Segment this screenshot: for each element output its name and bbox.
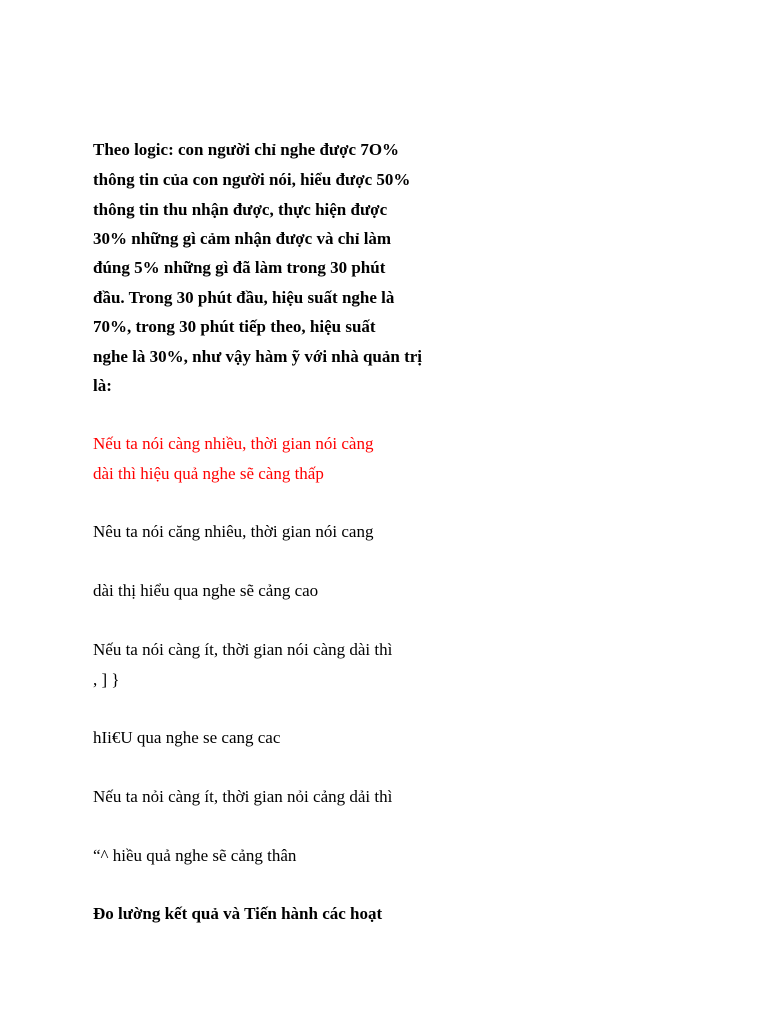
highlight-line-2: dài thì hiệu quả nghe sẽ càng thấp xyxy=(93,464,324,483)
paragraph-3-continuation: , ] } xyxy=(93,670,120,689)
intro-line-8: nghe là 30%, như vậy hàm ỹ với nhà quản trị xyxy=(93,347,422,366)
paragraph-5: Nếu ta nỏi càng ít, thời gian nỏi cảng dải thì xyxy=(93,787,393,806)
intro-line-1: Theo logic: con người chỉ nghe được 7O% xyxy=(93,140,400,159)
intro-line-7: 70%, trong 30 phút tiếp theo, hiệu suất xyxy=(93,317,376,336)
intro-line-4: 30% những gì cảm nhận được và chỉ làm xyxy=(93,229,392,248)
paragraph-6: “^ hiều quả nghe sẽ cảng thân xyxy=(93,846,297,865)
intro-line-3: thông tin thu nhận được, thực hiện được xyxy=(93,200,388,219)
paragraph-1: Nêu ta nói căng nhiêu, thời gian nói cang xyxy=(93,522,374,541)
paragraph-2: dài thị hiểu qua nghe sẽ cảng cao xyxy=(93,581,319,600)
intro-line-6: đầu. Trong 30 phút đầu, hiệu suất nghe là xyxy=(93,288,395,307)
intro-line-2: thông tin của con người nói, hiểu được 50% xyxy=(93,170,411,189)
paragraph-3: Nếu ta nói càng ít, thời gian nói càng dài thì xyxy=(93,640,393,659)
highlight-line-1: Nếu ta nói càng nhiều, thời gian nói càng xyxy=(93,434,374,453)
intro-line-5: đúng 5% những gì đã làm trong 30 phút xyxy=(93,258,386,277)
intro-line-9: là: xyxy=(93,376,112,395)
paragraph-4: hIi€U qua nghe se cang cac xyxy=(93,728,281,747)
section-heading: Đo lường kết quả và Tiến hành các hoạt xyxy=(93,904,383,923)
